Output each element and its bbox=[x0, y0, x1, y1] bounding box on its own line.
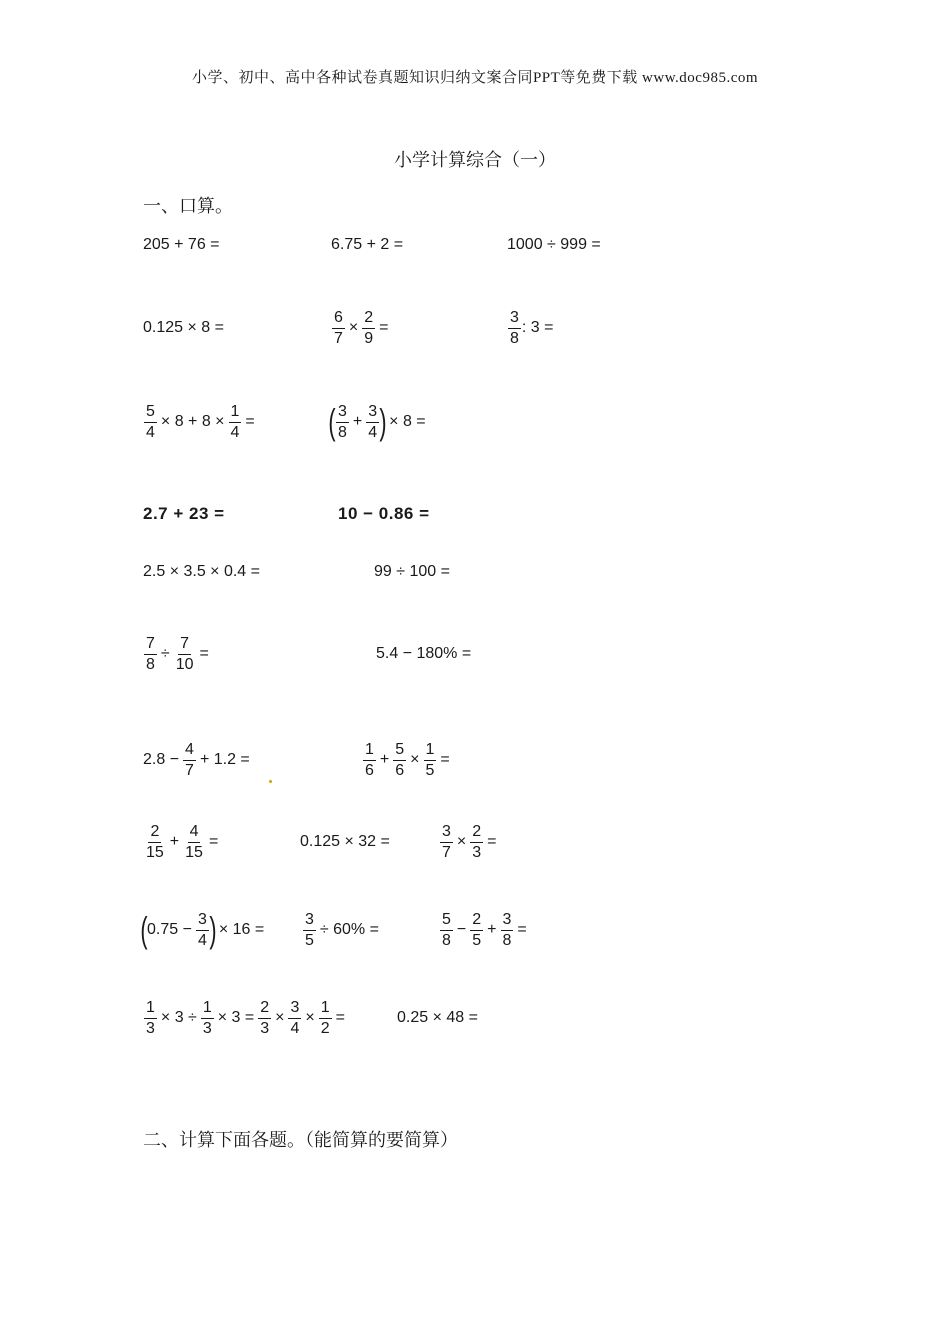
stray-mark bbox=[269, 780, 272, 783]
fraction: $\frac{1}{4}$ bbox=[230, 402, 240, 441]
problem-14: 5.4 − 180% = bbox=[376, 645, 472, 662]
fraction: $\frac{3}{8}$ bbox=[338, 402, 347, 441]
fraction: $\frac{2}{5}$ bbox=[472, 910, 482, 949]
fraction: $\frac{3}{8}$ bbox=[502, 910, 512, 949]
fraction: $\frac{1}{6}$ bbox=[365, 740, 374, 779]
problem-23: $\frac{1}{3}$ × 3 ÷ $\frac{1}{3}$ × 3 = $\frac{2}{3}$ × $\frac{3}{4}$ × $\frac{1}{2}$ = bbox=[146, 998, 345, 1037]
fraction: $\frac{3}{4}$ bbox=[290, 998, 300, 1037]
fraction: $\frac{2}{15}$ bbox=[146, 822, 164, 861]
problem-18: 0.125 × 32 = bbox=[300, 833, 390, 850]
problem-5: $\frac{6}{7}$ × $\frac{2}{9}$ = bbox=[334, 308, 389, 347]
fraction: $\frac{6}{7}$ bbox=[334, 308, 343, 347]
page-title: 小学计算综合（一） bbox=[394, 150, 556, 170]
fraction: $\frac{2}{3}$ bbox=[260, 998, 270, 1037]
problem-2: 6.75 + 2 = bbox=[331, 236, 404, 253]
page-header: 小学、初中、高中各种试卷真题知识归纳文案合同PPT等免费下载 www.doc985.com bbox=[191, 70, 759, 86]
problem-19: $\frac{3}{7}$ × $\frac{2}{3}$ = bbox=[442, 822, 497, 861]
fraction: $\frac{3}{4}$ bbox=[368, 402, 378, 441]
problem-6: $\frac{3}{8}$ : 3 = bbox=[510, 308, 554, 347]
problem-8: ( $\frac{3}{8}$ + $\frac{3}{4}$ ) × 8 = bbox=[328, 401, 426, 442]
fraction: $\frac{2}{3}$ bbox=[472, 822, 482, 861]
problem-21: $\frac{3}{5}$ ÷ 60% = bbox=[305, 910, 379, 949]
problem-24: 0.25 × 48 = bbox=[397, 1009, 478, 1026]
fraction: $\frac{1}{5}$ bbox=[425, 740, 435, 779]
fraction: $\frac{1}{3}$ bbox=[146, 998, 155, 1037]
problem-12: 99 ÷ 100 = bbox=[374, 563, 450, 580]
fraction: $\frac{3}{7}$ bbox=[442, 822, 451, 861]
fraction: $\frac{7}{10}$ bbox=[175, 634, 194, 673]
problem-1: 205 + 76 = bbox=[143, 236, 220, 253]
fraction: $\frac{1}{2}$ bbox=[320, 998, 330, 1037]
problem-22: $\frac{5}{8}$ − $\frac{2}{5}$ + $\frac{3}{8}$ = bbox=[442, 910, 527, 949]
fraction: $\frac{7}{8}$ bbox=[146, 634, 155, 673]
section-heading-1: 一、口算。 bbox=[143, 196, 233, 216]
problem-7: $\frac{5}{4}$ × 8 + 8 × $\frac{1}{4}$ = bbox=[146, 402, 255, 441]
problem-15: 2.8 − $\frac{4}{7}$ + 1.2 = bbox=[143, 740, 250, 779]
fraction: $\frac{5}{4}$ bbox=[146, 402, 155, 441]
problem-20: ( 0.75 − $\frac{3}{4}$ ) × 16 = bbox=[140, 909, 265, 950]
problem-9: 2.7 + 23 = bbox=[143, 504, 225, 523]
problem-10: 10 − 0.86 = bbox=[338, 504, 430, 523]
problem-13: $\frac{7}{8}$ ÷ $\frac{7}{10}$ = bbox=[146, 634, 209, 673]
fraction: $\frac{3}{8}$ bbox=[510, 308, 519, 347]
fraction: $\frac{4}{15}$ bbox=[185, 822, 203, 861]
fraction: $\frac{3}{4}$ bbox=[197, 910, 207, 949]
problem-16: $\frac{1}{6}$ + $\frac{5}{6}$ × $\frac{1}{5}$ = bbox=[365, 740, 450, 779]
problem-4: 0.125 × 8 = bbox=[143, 319, 224, 336]
fraction: $\frac{3}{5}$ bbox=[305, 910, 314, 949]
fraction: $\frac{5}{6}$ bbox=[395, 740, 405, 779]
problem-17: $\frac{2}{15}$ + $\frac{4}{15}$ = bbox=[146, 822, 219, 861]
fraction: $\frac{5}{8}$ bbox=[442, 910, 451, 949]
fraction: $\frac{4}{7}$ bbox=[185, 740, 194, 779]
problem-11: 2.5 × 3.5 × 0.4 = bbox=[143, 563, 260, 580]
problem-3: 1000 ÷ 999 = bbox=[507, 236, 601, 253]
section-heading-2: 二、计算下面各题。（能简算的要简算） bbox=[143, 1130, 458, 1150]
fraction: $\frac{1}{3}$ bbox=[202, 998, 212, 1037]
fraction: $\frac{2}{9}$ bbox=[364, 308, 374, 347]
